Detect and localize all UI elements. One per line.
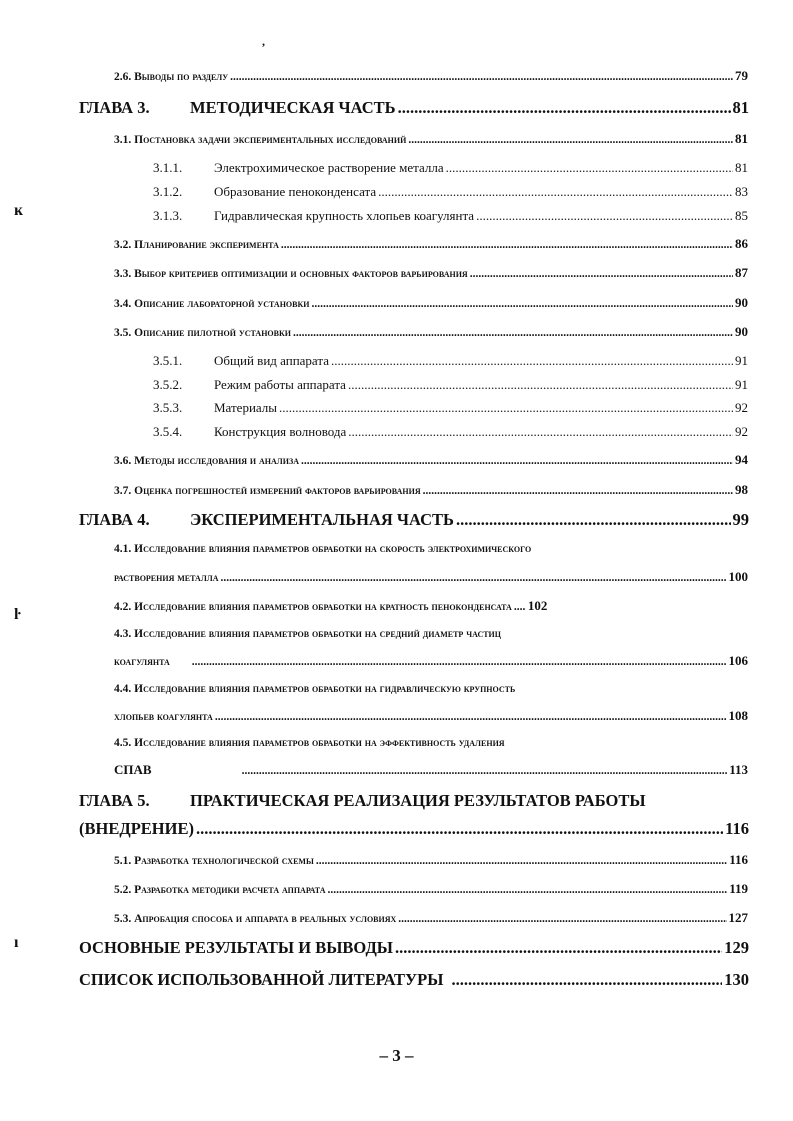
- toc-entry-5-2[interactable]: [114, 881, 748, 897]
- toc-chapter-5[interactable]: [79, 819, 749, 839]
- page-ref: 94: [735, 452, 748, 467]
- entry-label: 3.7. Оценка погрешностей измерений факторов варьирования: [114, 485, 421, 497]
- page-ref: 98: [735, 482, 748, 497]
- page-ref: 81: [735, 160, 748, 175]
- leader-dots: [293, 327, 733, 339]
- entry-label: СПИСОК ИСПОЛЬЗОВАННОЙ ЛИТЕРАТУРЫ: [79, 970, 444, 989]
- entry-label: 3.1. Постановка задачи экспериментальных исследований: [114, 134, 407, 146]
- toc-entry-4-5-line1[interactable]: 4.5. Исследование влияния параметров обработки на эффективность удаления: [114, 737, 505, 749]
- toc-entry-3-2[interactable]: [114, 236, 748, 252]
- chapter-number: ГЛАВА 3.: [79, 98, 150, 117]
- page-ref: 90: [735, 324, 748, 339]
- page-ref: 130: [724, 970, 749, 989]
- entry-title: Режим работы аппарата: [214, 377, 346, 392]
- entry-label: 3.5. Описание пилотной установки: [114, 327, 292, 339]
- toc-entry-5-1[interactable]: [114, 852, 748, 868]
- toc-entry-3-4[interactable]: [114, 295, 748, 311]
- entry-label: растворения металла: [114, 572, 219, 584]
- toc-entry-3-1-1[interactable]: [153, 160, 748, 176]
- leader-dots: [451, 970, 722, 990]
- leader-dots: [514, 601, 526, 613]
- toc-entry-3-1-3[interactable]: [153, 208, 748, 224]
- entry-label: [153, 377, 346, 393]
- entry-label: 3.2. Планирование эксперимента: [114, 239, 279, 251]
- leader-dots: [281, 239, 733, 251]
- entry-label: [153, 424, 346, 440]
- leader-dots: [348, 377, 733, 393]
- page-ref: 85: [735, 208, 748, 223]
- entry-label: 5.3. Апробация способа и аппарата в реальных условиях: [114, 913, 397, 925]
- entry-number: 3.5.2.: [153, 377, 183, 392]
- leader-dots: [192, 656, 727, 668]
- entry-number: 3.1.2.: [153, 184, 183, 199]
- page-ref: 90: [735, 295, 748, 310]
- leader-dots: [456, 510, 731, 530]
- chapter-number: ГЛАВА 5.: [79, 791, 150, 810]
- entry-title: Образование пеноконденсата: [214, 184, 377, 199]
- entry-number: 3.1.1.: [153, 160, 183, 175]
- leader-dots: [221, 572, 727, 584]
- toc-entry-4-3[interactable]: [114, 653, 748, 669]
- toc-entry-3-1[interactable]: [114, 131, 748, 147]
- page-ref: 106: [728, 653, 748, 668]
- toc-entry-3-5-1[interactable]: [153, 353, 748, 369]
- page-ref: 91: [735, 377, 748, 392]
- entry-title: Материалы: [214, 400, 278, 415]
- entry-title: Конструкция волновода: [214, 424, 347, 439]
- toc-entry-4-3-line1[interactable]: 4.3. Исследование влияния параметров обработки на средний диаметр частиц: [114, 628, 502, 640]
- entry-label: [153, 160, 444, 176]
- page-ref: 91: [735, 353, 748, 368]
- entry-title: Общий вид аппарата: [214, 353, 329, 368]
- entry-label: коагулянта: [114, 656, 170, 668]
- chapter-title: ЭКСПЕРИМЕНТАЛЬНАЯ ЧАСТЬ: [190, 510, 454, 529]
- leader-dots: [408, 134, 733, 146]
- entry-label: ОСНОВНЫЕ РЕЗУЛЬТАТЫ И ВЫВОДЫ: [79, 938, 393, 957]
- page-ref: 116: [725, 819, 749, 838]
- scan-mark: ,: [262, 34, 265, 48]
- chapter-label: (ВНЕДРЕНИЕ): [79, 819, 194, 838]
- entry-label: [153, 184, 376, 200]
- toc-entry-4-5[interactable]: [114, 762, 748, 778]
- toc-entry-4-4[interactable]: [114, 708, 748, 724]
- toc-entry-3-6[interactable]: [114, 452, 748, 468]
- leader-dots: [331, 353, 733, 369]
- page-ref: 102: [527, 598, 548, 613]
- page-ref: 86: [735, 236, 748, 251]
- entry-label: 5.2. Разработка методики расчета аппарата: [114, 884, 326, 896]
- scan-mark: ı: [14, 934, 19, 951]
- page-ref: 113: [729, 762, 748, 777]
- toc-entry-4-1-line1[interactable]: 4.1. Исследование влияния параметров обработки на скорость электрохимического: [114, 543, 532, 555]
- page-ref: 81: [732, 98, 749, 117]
- page-ref: 92: [735, 400, 748, 415]
- entry-label: 2.6. Выводы по разделу: [114, 71, 229, 83]
- entry-title: Гидравлическая крупность хлопьев коагулянта: [214, 208, 475, 223]
- leader-dots: [378, 184, 733, 200]
- entry-label: 3.3. Выбор критериев оптимизации и основных факторов варьирования: [114, 268, 468, 280]
- entry-label: 5.1. Разработка технологической схемы: [114, 855, 314, 867]
- entry-label: 3.4. Описание лабораторной установки: [114, 298, 310, 310]
- page-ref: 129: [724, 938, 749, 957]
- entry-number: 3.5.1.: [153, 353, 183, 368]
- toc-chapter-3[interactable]: [79, 98, 749, 118]
- scan-mark: ĸ: [14, 202, 23, 219]
- page-ref: 87: [735, 265, 748, 280]
- toc-entry-4-2[interactable]: [114, 598, 748, 614]
- chapter-title: ПРАКТИЧЕСКАЯ РЕАЛИЗАЦИЯ РЕЗУЛЬТАТОВ РАБОТЫ: [190, 791, 646, 810]
- page-ref: 119: [729, 881, 748, 896]
- page-ref: 79: [735, 68, 748, 83]
- entry-label: [153, 208, 474, 224]
- leader-dots: [470, 268, 733, 280]
- toc-entry-3-1-2[interactable]: [153, 184, 748, 200]
- chapter-number: ГЛАВА 4.: [79, 510, 150, 529]
- toc-entry-2-6[interactable]: [114, 68, 748, 84]
- toc-chapter-5-line1[interactable]: [79, 791, 646, 811]
- entry-title: Электрохимическое растворение металла: [214, 160, 444, 175]
- toc-entry-3-5-3[interactable]: [153, 400, 748, 416]
- scan-mark: ŀ: [14, 606, 21, 623]
- page-ref: 116: [729, 852, 748, 867]
- leader-dots: [301, 455, 733, 467]
- entry-number: 3.5.3.: [153, 400, 183, 415]
- leader-dots: [230, 71, 733, 83]
- leader-dots: [215, 711, 727, 723]
- chapter-label: [79, 98, 396, 118]
- leader-dots: [395, 938, 722, 958]
- leader-dots: [446, 160, 733, 176]
- leader-dots: [348, 424, 733, 440]
- page-ref: 92: [735, 424, 748, 439]
- toc-chapter-4[interactable]: [79, 510, 749, 530]
- entry-label: СПАВ: [114, 762, 152, 777]
- leader-dots: [398, 98, 731, 118]
- leader-dots: [196, 819, 723, 839]
- leader-dots: [242, 765, 728, 777]
- toc-entry-3-5-2[interactable]: [153, 377, 748, 393]
- page-ref: 100: [728, 569, 748, 584]
- toc-entry-4-4-line1[interactable]: 4.4. Исследование влияния параметров обработки на гидравлическую крупность: [114, 683, 516, 695]
- toc-results[interactable]: [79, 938, 749, 958]
- page-ref: 81: [735, 131, 748, 146]
- leader-dots: [423, 485, 733, 497]
- leader-dots: [327, 884, 727, 896]
- page-number: – 3 –: [379, 1046, 414, 1065]
- toc-entry-3-7[interactable]: [114, 482, 748, 498]
- page-ref: 83: [735, 184, 748, 199]
- leader-dots: [279, 400, 733, 416]
- toc-references[interactable]: [79, 970, 749, 990]
- page-ref: 127: [728, 910, 748, 925]
- entry-label: 3.6. Методы исследования и анализа: [114, 455, 299, 467]
- entry-number: 3.1.3.: [153, 208, 183, 223]
- page-ref: 108: [728, 708, 748, 723]
- entry-label: [153, 353, 329, 369]
- leader-dots: [398, 913, 726, 925]
- toc-entry-5-3[interactable]: [114, 910, 748, 926]
- chapter-title: МЕТОДИЧЕСКАЯ ЧАСТЬ: [190, 98, 396, 117]
- entry-label: хлопьев коагулянта: [114, 711, 213, 723]
- leader-dots: [476, 208, 733, 224]
- toc-entry-4-1[interactable]: [114, 569, 748, 585]
- entry-label: 4.2. Исследование влияния параметров обработки на кратность пеноконденсата: [114, 601, 512, 613]
- toc-entry-3-3[interactable]: [114, 265, 748, 281]
- toc-entry-3-5[interactable]: [114, 324, 748, 340]
- page-ref: 99: [732, 510, 749, 529]
- entry-number: 3.5.4.: [153, 424, 183, 439]
- chapter-label: [79, 510, 454, 530]
- entry-label: [153, 400, 277, 416]
- toc-entry-3-5-4[interactable]: [153, 424, 748, 440]
- leader-dots: [312, 298, 733, 310]
- leader-dots: [316, 855, 727, 867]
